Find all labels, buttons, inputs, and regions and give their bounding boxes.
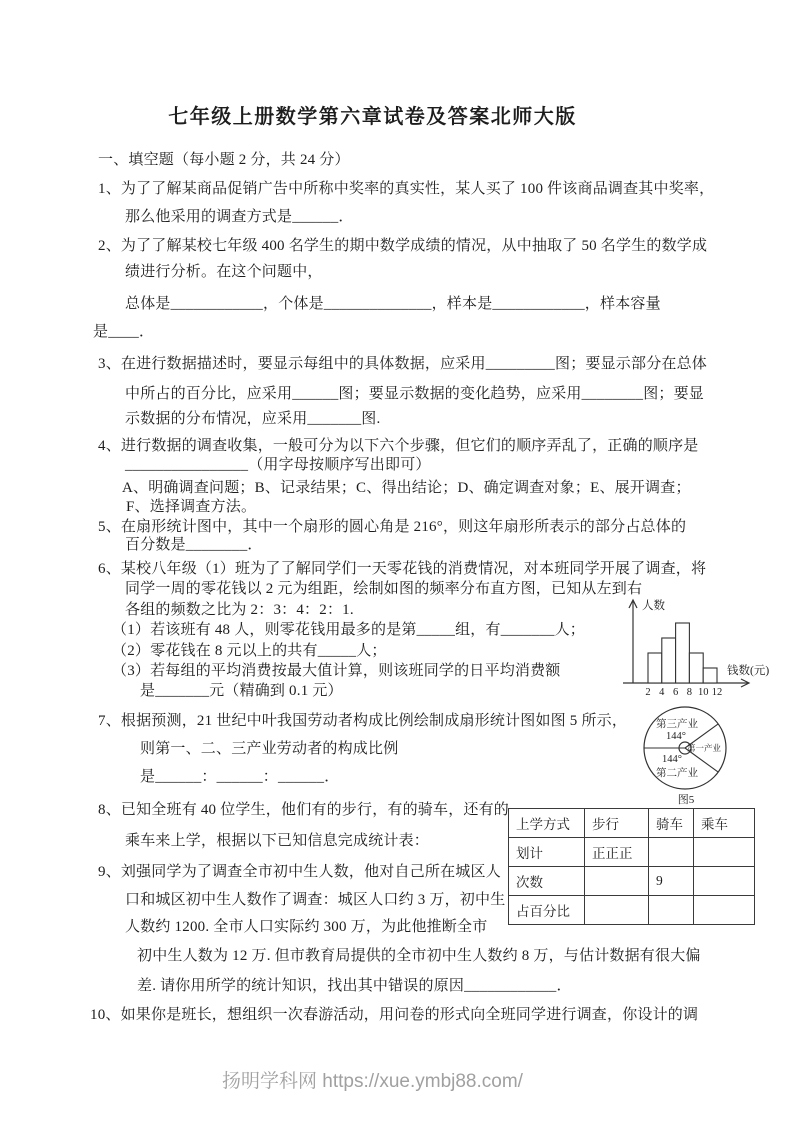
histogram-x-tick-label: 2 (645, 687, 651, 698)
question-6-part-2: （2）零花钱在 8 元以上的共有_____人； (112, 643, 387, 659)
footer-watermark: 扬明学科网 https://xue.ymbj88.com/ (222, 1071, 523, 1092)
table-cell: 划计 (509, 838, 585, 867)
commute-stats-table (508, 808, 755, 925)
pie-slice-label-tertiary: 第三产业 (656, 719, 698, 730)
question-9-line-1: 9、刘强同学为了调查全市初中生人数，他对自己所在城区人 (98, 864, 501, 880)
question-9-line-5: 差. 请你用所学的统计知识，找出其中错误的原因____________． (137, 978, 572, 994)
question-5-line-1: 5、在扇形统计图中，其中一个扇形的圆心角是 216°，则这年扇形所表示的部分占总体的 (98, 519, 687, 535)
section-heading: 一、填空题（每小题 2 分，共 24 分） (98, 152, 350, 168)
question-10-line-1: 10、如果你是班长，想组织一次春游活动，用问卷的形式向全班同学进行调查，你设计的调 (90, 1007, 699, 1023)
pie-figure-caption: 图5 (677, 794, 695, 806)
table-row-counts (509, 867, 755, 896)
table-header-cell: 骑车 (649, 809, 694, 838)
question-2-line-3: 总体是____________，个体是______________，样本是____________，样本容量 (125, 296, 661, 312)
histogram-x-tick-label: 6 (672, 687, 679, 698)
table-header-cell: 上学方式 (509, 809, 585, 838)
histogram-figure (615, 595, 790, 707)
table-row-tally (509, 838, 755, 867)
page-title: 七年级上册数学第六章试卷及答案北师大版 (168, 106, 577, 128)
histogram-bars (648, 623, 717, 683)
histogram-x-tick-label: 4 (659, 687, 665, 698)
table-cell (585, 896, 649, 925)
table-cell (649, 896, 694, 925)
table-header-row (509, 809, 755, 838)
question-7-line-2: 则第一、二、三产业劳动者的构成比例 (140, 741, 399, 757)
histogram-bar (648, 653, 662, 683)
question-4-option-f-line: F、选择调查方法。 (126, 499, 257, 515)
question-7-line-1: 7、根据预测，21 世纪中叶我国劳动者构成比例绘制成扇形统计图如图 5 所示， (98, 713, 628, 729)
question-2-line-4: 是____． (93, 324, 155, 340)
question-8-line-2: 乘车来上学，根据以下已知信息完成统计表： (125, 833, 430, 849)
histogram-bar (676, 623, 690, 683)
histogram-x-tick-label: 8 (686, 687, 693, 698)
table-cell: 占百分比 (509, 896, 585, 925)
question-5-line-2: 百分数是________． (125, 537, 263, 553)
histogram-x-tick-label: 12 (711, 687, 723, 698)
question-6-part-1: （1）若该班有 48 人，则零花钱用最多的是第_____组，有_______人； (112, 622, 586, 638)
question-7-line-3: 是______：______：______． (140, 769, 340, 785)
table-cell: 次数 (509, 867, 585, 896)
question-2-line-1: 2、为了了解某校七年级 400 名学生的期中数学成绩的情况，从中抽取了 50 名学生的数学成 (98, 238, 708, 254)
pie-slice-angle-tertiary: 144° (666, 731, 686, 742)
table-header-cell: 步行 (585, 809, 649, 838)
table-cell: 9 (649, 867, 694, 896)
question-3-line-1: 3、在进行数据描述时，要显示每组中的具体数据，应采用_________图；要显示部分在总体 (98, 356, 708, 372)
question-9-line-2: 口和城区初中生人数作了调查：城区人口约 3 万，初中生 (125, 892, 506, 908)
histogram-bar (689, 653, 703, 683)
question-9-line-3: 人数约 1200. 全市人口实际约 300 万，为此他推断全市 (125, 919, 488, 935)
question-4-options-line: A、明确调查问题；B、记录结果；C、得出结论；D、确定调查对象；E、展开调查； (122, 480, 691, 496)
question-9-line-4: 初中生人数为 12 万. 但市教育局提供的全市初中生人数约 8 万，与估计数据有很大偏 (137, 948, 701, 964)
table-row-percentage (509, 896, 755, 925)
table-cell: 正正正 (585, 838, 649, 867)
table-header-cell: 乘车 (694, 809, 755, 838)
question-6-part-3: （3）若每组的平均消费按最大值计算，则该班同学的日平均消费额 (112, 663, 561, 679)
histogram-x-axis-label: 钱数(元) (727, 665, 770, 677)
histogram-x-tick-label: 10 (697, 687, 709, 698)
question-3-line-3: 示数据的分布情况，应采用_______图. (125, 411, 381, 427)
question-6-line-3: 各组的频数之比为 2：3：4：2：1. (125, 602, 354, 618)
question-6-part-3b: 是_______元（精确到 0.1 元） (140, 683, 343, 699)
question-6-line-1: 6、某校八年级（1）班为了了解同学们一天零花钱的消费情况，对本班同学开展了调查，将 (98, 561, 707, 577)
question-1-line-2: 那么他采用的调查方式是______． (125, 209, 354, 225)
table-cell (694, 896, 755, 925)
question-3-line-2: 中所占的百分比，应采用______图；要显示数据的变化趋势，应采用________图；要显 (125, 386, 705, 402)
question-6-line-2: 同学一周的零花钱以 2 元为组距，绘制如图的频率分布直方图，已知从左到右 (125, 581, 643, 597)
histogram-y-axis-label: 人数 (642, 600, 665, 612)
pie-chart-figure (630, 700, 745, 812)
question-1-line-1: 1、为了了解某商品促销广告中所称中奖率的真实性，某人买了 100 件该商品调查其中奖率， (98, 181, 715, 197)
table-cell (585, 867, 649, 896)
table-cell (694, 838, 755, 867)
table-cell (649, 838, 694, 867)
question-8-line-1: 8、已知全班有 40 位学生，他们有的步行，有的骑车，还有的 (98, 802, 510, 818)
histogram-tick-labels (645, 687, 722, 698)
pie-slice-angle-secondary: 144° (662, 754, 682, 765)
pie-slice-label-primary: 第一产业 (686, 743, 722, 753)
question-2-line-2: 绩进行分析。在这个问题中， (125, 264, 323, 280)
question-4-line-1: 4、进行数据的调查收集，一般可分为以下六个步骤，但它们的顺序弄乱了，正确的顺序是 (98, 438, 699, 454)
table-cell (694, 867, 755, 896)
histogram-bar (662, 638, 676, 683)
histogram-bar (703, 668, 717, 683)
pie-slice-label-secondary: 第二产业 (656, 768, 698, 779)
question-4-line-2: ________________（用字母按顺序写出即可） (125, 457, 431, 473)
